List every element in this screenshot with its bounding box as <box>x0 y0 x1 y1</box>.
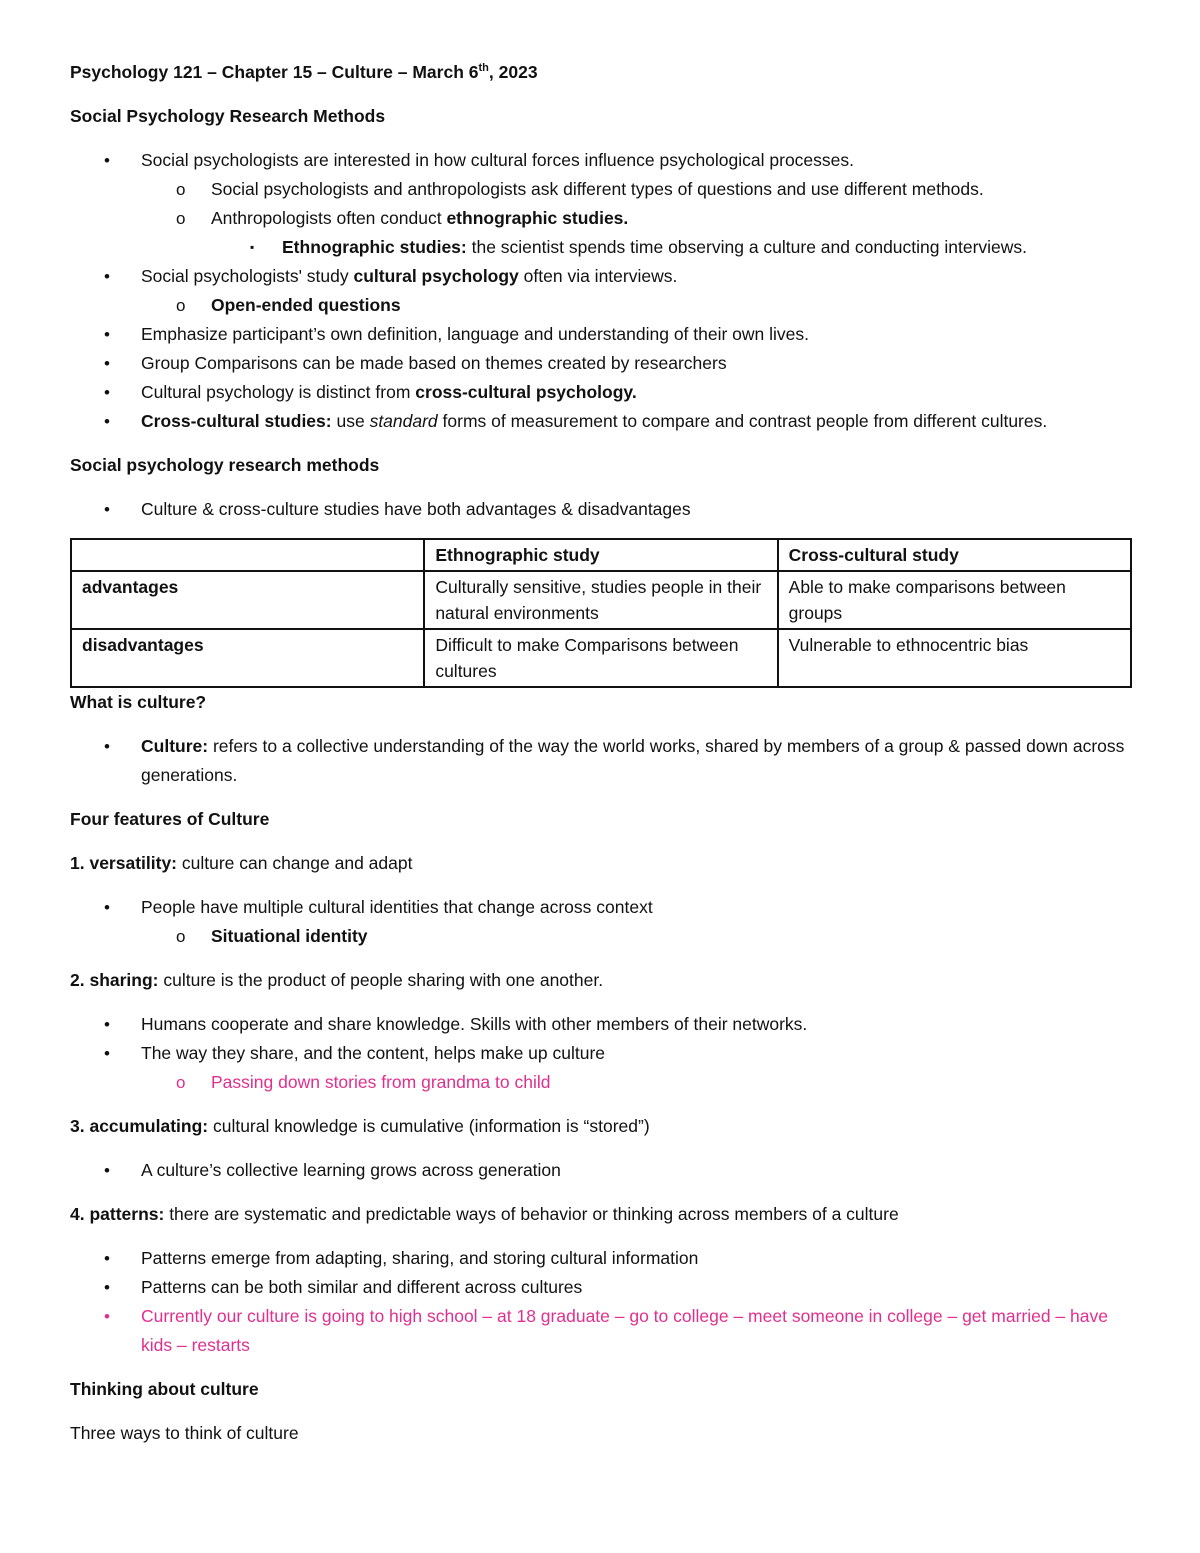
table-cell <box>71 539 424 571</box>
list-item: • Patterns emerge from adapting, sharing, and storing cultural information <box>70 1244 1132 1273</box>
bullet-icon: • <box>104 412 110 431</box>
paragraph: Three ways to think of culture <box>70 1423 299 1443</box>
list-item: o Social psychologists and anthropologists ask different types of questions and use different methods. <box>70 175 1132 204</box>
bullet-icon: • <box>104 898 110 917</box>
bullet-icon: • <box>104 267 110 286</box>
page-title: Psychology 121 – Chapter 15 – Culture – March 6th, 2023 <box>70 62 538 82</box>
list-item: • Social psychologists are interested in how cultural forces influence psychological processes. <box>70 146 1132 175</box>
document-page <box>70 58 1132 1448</box>
table-row <box>71 571 1131 629</box>
list-item: ▪ Ethnographic studies: the scientist spends time observing a culture and conducting interviews. <box>70 233 1132 262</box>
bullet-icon: • <box>104 1015 110 1034</box>
bullet-icon: • <box>104 354 110 373</box>
list-item: • Emphasize participant’s own definition, language and understanding of their own lives. <box>70 320 1132 349</box>
bullet-icon: • <box>104 1307 110 1326</box>
list-item: o Open-ended questions <box>70 291 1132 320</box>
table-header-cell: Cross-cultural study <box>778 539 1131 571</box>
list-item: o Passing down stories from grandma to child <box>70 1068 1132 1097</box>
table-header-row <box>71 539 1131 571</box>
section-heading: Four features of Culture <box>70 809 270 829</box>
bullet-icon: o <box>176 927 186 946</box>
table-cell: Difficult to make Comparisons between cultures <box>424 629 777 687</box>
bullet-icon: • <box>104 500 110 519</box>
list-item: • Culture: refers to a collective understanding of the way the world works, shared by members of a group & passed down across generations. <box>70 732 1132 790</box>
feature-heading: 2. sharing: culture is the product of people sharing with one another. <box>70 970 604 990</box>
table-cell: advantages <box>71 571 424 629</box>
bullet-icon: • <box>104 383 110 402</box>
table-cell: disadvantages <box>71 629 424 687</box>
bullet-icon: • <box>104 737 110 756</box>
bullet-icon: • <box>104 325 110 344</box>
list-item: o Situational identity <box>70 922 1132 951</box>
table-cell: Vulnerable to ethnocentric bias <box>778 629 1131 687</box>
list-item: • Humans cooperate and share knowledge. Skills with other members of their networks. <box>70 1010 1132 1039</box>
bullet-icon: o <box>176 180 186 199</box>
bullet-icon: o <box>176 296 186 315</box>
bullet-icon: • <box>104 1044 110 1063</box>
list-item: • Cross-cultural studies: use standard forms of measurement to compare and contrast people from different cultures. <box>70 407 1132 436</box>
bullet-icon: o <box>176 209 186 228</box>
list-item: • Culture & cross-culture studies have both advantages & disadvantages <box>70 495 1132 524</box>
feature-heading: 4. patterns: there are systematic and predictable ways of behavior or thinking across members of a culture <box>70 1204 899 1224</box>
comparison-table <box>70 538 1132 688</box>
section-heading: Social psychology research methods <box>70 455 380 475</box>
list-item: • The way they share, and the content, helps make up culture <box>70 1039 1132 1068</box>
list-item: • Cultural psychology is distinct from cross-cultural psychology. <box>70 378 1132 407</box>
table-cell: Able to make comparisons between groups <box>778 571 1131 629</box>
feature-heading: 1. versatility: culture can change and adapt <box>70 853 413 873</box>
bullet-icon: ▪ <box>250 240 255 254</box>
list-item: • A culture’s collective learning grows across generation <box>70 1156 1132 1185</box>
bullet-icon: o <box>176 1073 186 1092</box>
bullet-icon: • <box>104 1161 110 1180</box>
list-item: • Social psychologists' study cultural psychology often via interviews. <box>70 262 1132 291</box>
list-item: o Anthropologists often conduct ethnographic studies. <box>70 204 1132 233</box>
list-item: • People have multiple cultural identities that change across context <box>70 893 1132 922</box>
feature-heading: 3. accumulating: cultural knowledge is cumulative (information is “stored”) <box>70 1116 650 1136</box>
list-item: • Patterns can be both similar and different across cultures <box>70 1273 1132 1302</box>
section-heading: Thinking about culture <box>70 1379 259 1399</box>
bullet-icon: • <box>104 1278 110 1297</box>
table-row <box>71 629 1131 687</box>
table-header-cell: Ethnographic study <box>424 539 777 571</box>
bullet-icon: • <box>104 1249 110 1268</box>
bullet-icon: • <box>104 151 110 170</box>
list-item: • Group Comparisons can be made based on themes created by researchers <box>70 349 1132 378</box>
list-item: • Currently our culture is going to high school – at 18 graduate – go to college – meet someone in college – get married – have kids – restarts <box>70 1302 1132 1360</box>
section-heading: Social Psychology Research Methods <box>70 106 386 126</box>
table-cell: Culturally sensitive, studies people in their natural environments <box>424 571 777 629</box>
section-heading: What is culture? <box>70 692 207 712</box>
